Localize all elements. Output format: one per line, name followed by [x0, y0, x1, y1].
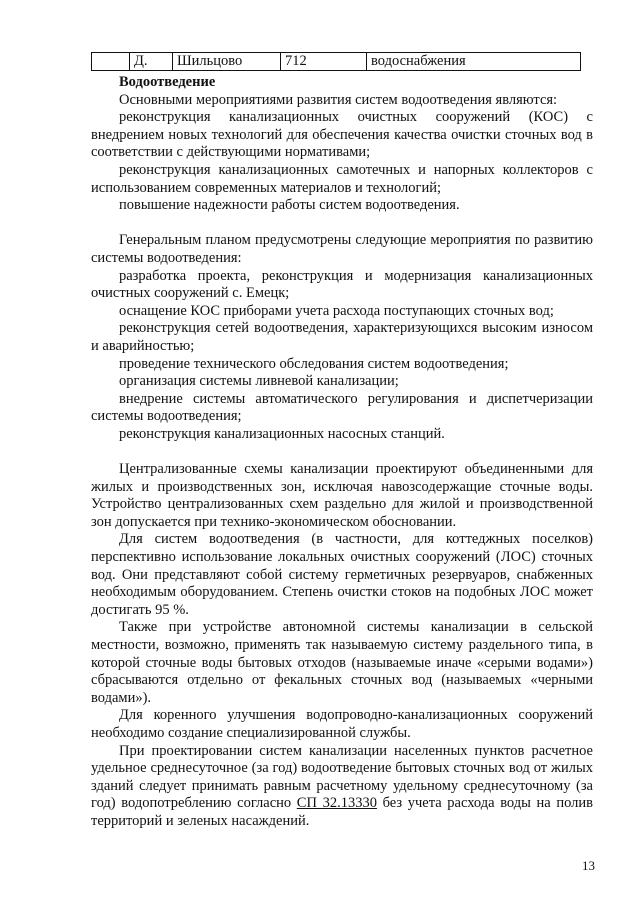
list-item: реконструкция сетей водоотведения, характеризующихся высоким износом и аварийностью; [91, 320, 593, 354]
paragraph: Для систем водоотведения (в частности, для коттеджных поселков) перспективно использование локальных очистных сооружений (ЛОС) сточных вод. Они представляют собой систему герметичных резервуаров, снабженных необходимым оборудованием. Степень очистки стоков на подобных ЛОС может достигать 95 %. [91, 531, 593, 618]
list-item: внедрение системы автоматического регулирования и диспетчеризации системы водоотведения; [91, 390, 593, 425]
table-cell: водоснабжения [367, 53, 581, 71]
paragraph-text: При проектировании систем канализации населенных пунктов расчетное удельное среднесуточное (за год) водоотведение бытовых сточных вод от жилых зданий следует принимать равным расчетному удельному среднесуточному (за год) водопотреблению согласно [91, 742, 593, 812]
page-number: 13 [582, 858, 595, 873]
list-item: реконструкция канализационных самотечных и напорных коллекторов с использованием современных материалов и технологий; [91, 161, 593, 196]
list-item: оснащение КОС приборами учета расхода поступающих сточных вод; [119, 302, 554, 319]
standard-reference-link[interactable]: СП 32.13330 [296, 795, 377, 812]
paragraph: Основными мероприятиями развития систем водоотведения являются: [119, 91, 558, 108]
paragraph-text: без учета расхода воды на полив территорий и зеленых насаждений. [91, 795, 593, 829]
section-heading: Водоотведение [119, 74, 216, 90]
body-text [91, 74, 593, 831]
water-supply-table [91, 52, 581, 71]
paragraph: Генеральным планом предусмотрены следующие мероприятия по развитию системы водоотведения: [91, 232, 593, 266]
paragraph: Также при устройстве автономной системы канализации в сельской местности, возможно, применять так называемую систему раздельного типа, в которой сточные воды бытовых отходов (называемые иначе «серыми водами») сбрасываются отдельно от фекальных сточных вод (называемых «черными водами»). [91, 619, 593, 706]
list-item: реконструкция канализационных очистных сооружений (КОС) с внедрением новых технологий для обеспечения качества очистки сточных вод в соответствии с действующими нормативами; [91, 109, 593, 161]
list-item: реконструкция канализационных насосных станций. [119, 425, 445, 442]
list-item: разработка проекта, реконструкция и модернизация канализационных очистных сооружений с. Емецк; [91, 267, 593, 302]
paragraph: Централизованные схемы канализации проектируют объединенными для жилых и производственных зон, исключая навозсодержащие сточные воды. Устройство централизованных схем раздельно для жилой и производственной зон допускается при технико-экономическом обосновании. [91, 461, 593, 530]
table-row [92, 53, 581, 71]
table-cell: Д. [130, 53, 173, 71]
list-item: повышение надежности работы систем водоотведения. [119, 197, 460, 214]
table-cell: Шильцово [173, 53, 281, 71]
paragraph: Для коренного улучшения водопроводно-канализационных сооружений необходимо создание специализированной службы. [91, 707, 593, 741]
list-item: проведение технического обследования систем водоотведения; [119, 355, 509, 372]
table-cell [92, 53, 130, 71]
list-item: организация системы ливневой канализации; [119, 373, 399, 390]
paragraph [91, 743, 593, 831]
table-cell: 712 [281, 53, 367, 71]
